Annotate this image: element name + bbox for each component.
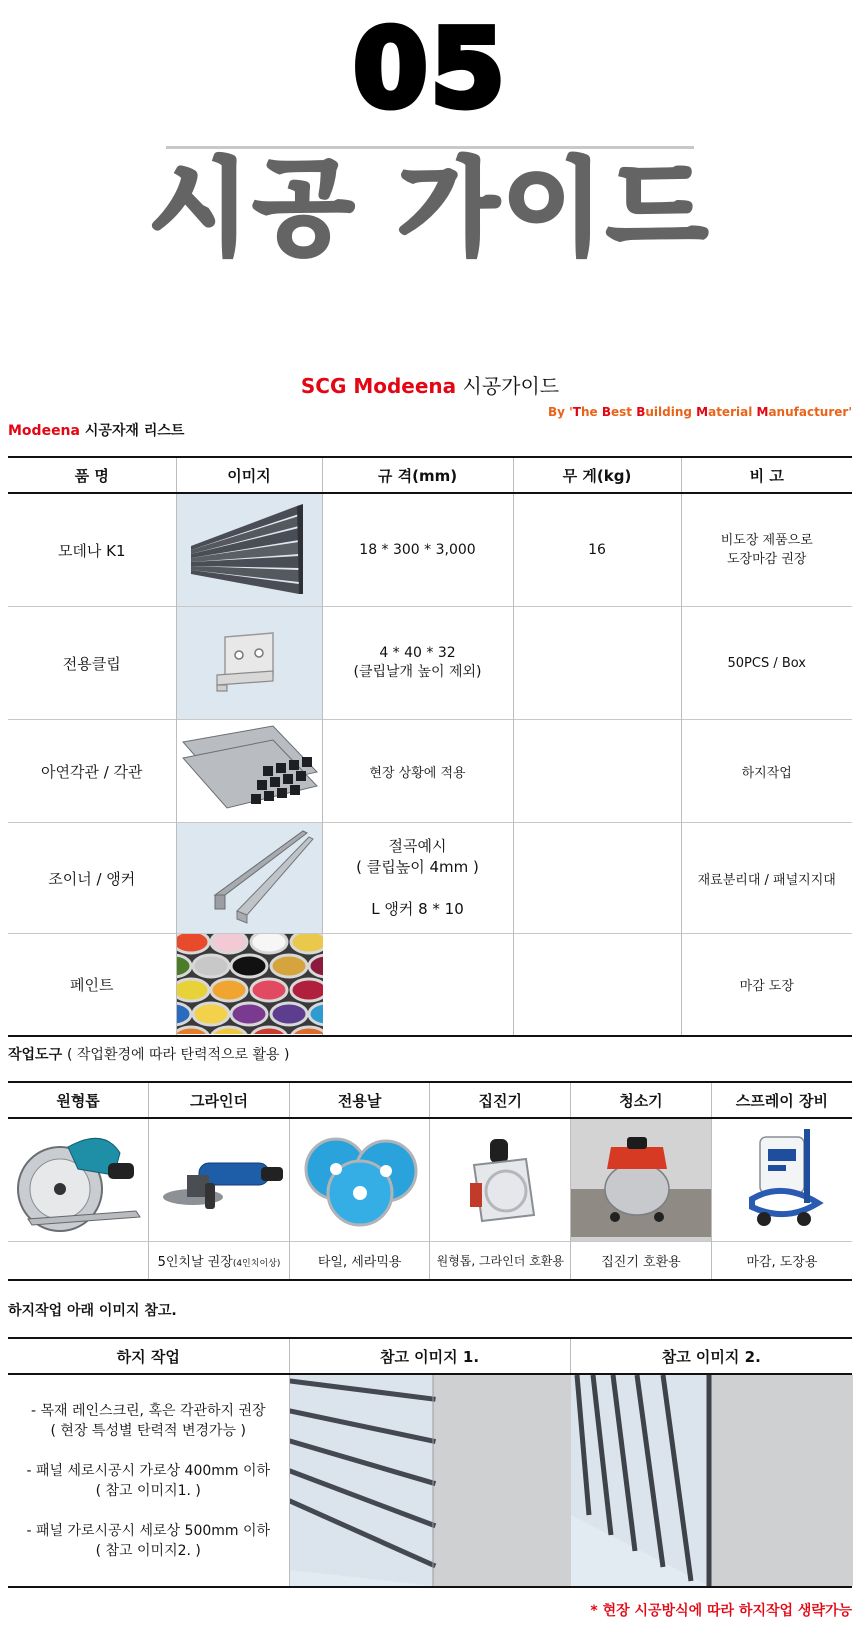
header-spec: 규 격(mm) <box>322 457 513 493</box>
material-note <box>681 607 852 720</box>
grinder-icon <box>149 1118 290 1242</box>
sub-header: 참고 이미지 2. <box>570 1338 852 1374</box>
sprayer-icon <box>711 1118 852 1242</box>
material-name: 모데나 K1 <box>57 541 126 560</box>
spec-line: 절곡예시 <box>388 837 447 855</box>
material-name: 조이너 / 앵커 <box>48 869 136 888</box>
reference-image-1 <box>289 1374 570 1587</box>
sub-header: 참고 이미지 1. <box>289 1338 570 1374</box>
material-spec <box>322 493 513 607</box>
table-row <box>8 607 852 720</box>
guide-title <box>0 370 860 399</box>
note-line: 재료분리대 / 패널지지대 <box>697 872 836 888</box>
tools-label-rest: ( 작업환경에 따라 탄력적으로 활용 ) <box>66 1047 290 1063</box>
material-spec <box>322 720 513 823</box>
footnote: * 현장 시공방식에 따라 하지작업 생략가능 <box>590 1603 852 1619</box>
tool-caption: 집진기 호환용 <box>571 1242 712 1280</box>
material-note <box>681 934 852 1036</box>
note-line: 마감 도장 <box>739 978 794 994</box>
spec-line: 4 * 40 * 32 <box>379 645 456 661</box>
substructure-table <box>8 1337 852 1588</box>
note-line: ( 참고 이미지1. ) <box>95 1482 201 1499</box>
materials-table <box>8 456 852 1037</box>
tools-table <box>8 1081 852 1281</box>
materials-brand: Modeena <box>8 423 80 439</box>
spec-line: 18 * 300 * 3,000 <box>359 542 476 558</box>
note-line: ( 현장 특성별 탄력적 변경가능 ) <box>50 1422 246 1439</box>
material-weight <box>513 823 681 934</box>
material-spec <box>322 823 513 934</box>
tool-header: 전용날 <box>289 1082 430 1118</box>
tool-caption: 타일, 세라믹용 <box>289 1242 430 1280</box>
material-spec <box>322 934 513 1036</box>
table-row <box>8 823 852 934</box>
note-line: 하지작업 <box>741 765 792 781</box>
header-weight: 무 게(kg) <box>513 457 681 493</box>
panel-image <box>176 493 322 607</box>
material-name: 아연각관 / 각관 <box>40 762 143 781</box>
header-name: 품 명 <box>8 457 176 493</box>
material-name: 전용클립 <box>62 654 121 673</box>
paint-image <box>176 934 322 1036</box>
spec-line: 현장 상황에 적용 <box>369 765 466 781</box>
material-weight: 16 <box>513 493 681 607</box>
substructure-section-label: 하지작업 아래 이미지 참고. <box>8 1303 177 1319</box>
tool-caption: 원형톱, 그라인더 호환용 <box>430 1242 571 1280</box>
material-note <box>681 720 852 823</box>
note-line: - 패널 세로시공시 가로상 400mm 이하 <box>26 1462 271 1479</box>
sub-header: 하지 작업 <box>8 1338 289 1374</box>
tools-caption-row <box>8 1242 852 1280</box>
blade-icon <box>289 1118 430 1242</box>
note-line: 비도장 제품으로 <box>720 533 813 548</box>
steel-tube-image <box>176 720 322 823</box>
materials-label-rest: 시공자재 리스트 <box>84 423 185 439</box>
note-line: 50PCS / Box <box>727 655 807 671</box>
tool-caption <box>149 1242 290 1280</box>
spec-line: L 앵커 8 * 10 <box>371 900 464 918</box>
circular-saw-icon <box>8 1118 149 1242</box>
spec-gap <box>323 878 513 899</box>
materials-section-label <box>8 420 184 440</box>
header-image: 이미지 <box>176 457 322 493</box>
joiner-image <box>176 823 322 934</box>
tool-caption-main: 5인치날 권장 <box>157 1254 233 1270</box>
tool-header: 청소기 <box>571 1082 712 1118</box>
material-name: 페인트 <box>70 975 114 994</box>
header-note: 비 고 <box>681 457 852 493</box>
tools-label-bold: 작업도구 <box>8 1047 63 1063</box>
chapter-title: 시공 가이드 <box>148 147 712 269</box>
substructure-header-row <box>8 1338 852 1374</box>
tool-header: 집진기 <box>430 1082 571 1118</box>
table-row <box>8 493 852 607</box>
materials-header-row <box>8 457 852 493</box>
tool-header: 스프레이 장비 <box>711 1082 852 1118</box>
tools-section-label <box>8 1044 290 1064</box>
spec-line: (클립날개 높이 제외) <box>353 664 482 680</box>
table-row <box>8 720 852 823</box>
note-line: - 패널 가로시공시 세로상 500mm 이하 <box>26 1522 271 1539</box>
chapter-number: 05 <box>352 7 508 132</box>
tool-header: 그라인더 <box>149 1082 290 1118</box>
tool-caption <box>8 1242 149 1280</box>
note-line: ( 참고 이미지2. ) <box>95 1542 201 1559</box>
byline: By 'The Best Building Material Manufacturer' <box>547 405 852 419</box>
reference-image-2 <box>570 1374 852 1587</box>
spec-line: ( 클립높이 4mm ) <box>356 858 479 876</box>
substructure-row <box>8 1374 852 1587</box>
tool-caption: 마감, 도장용 <box>711 1242 852 1280</box>
dust-collector-icon <box>430 1118 571 1242</box>
material-weight <box>513 720 681 823</box>
tool-header: 원형톱 <box>8 1082 149 1118</box>
material-weight <box>513 934 681 1036</box>
tools-image-row <box>8 1118 852 1242</box>
tools-header-row <box>8 1082 852 1118</box>
tool-caption-small: (4인치이상) <box>232 1258 281 1269</box>
material-note <box>681 823 852 934</box>
table-row <box>8 934 852 1036</box>
sub-notes <box>8 1374 289 1587</box>
material-spec <box>322 607 513 720</box>
material-weight <box>513 607 681 720</box>
vacuum-icon <box>571 1118 712 1242</box>
note-line: - 목재 레인스크린, 혹은 각관하지 권장 <box>30 1402 266 1419</box>
clip-image <box>176 607 322 720</box>
material-note <box>681 493 852 607</box>
guide-brand: SCG Modeena <box>300 374 457 398</box>
note-line: 도장마감 권장 <box>727 552 807 567</box>
guide-title-suffix: 시공가이드 <box>462 374 560 398</box>
